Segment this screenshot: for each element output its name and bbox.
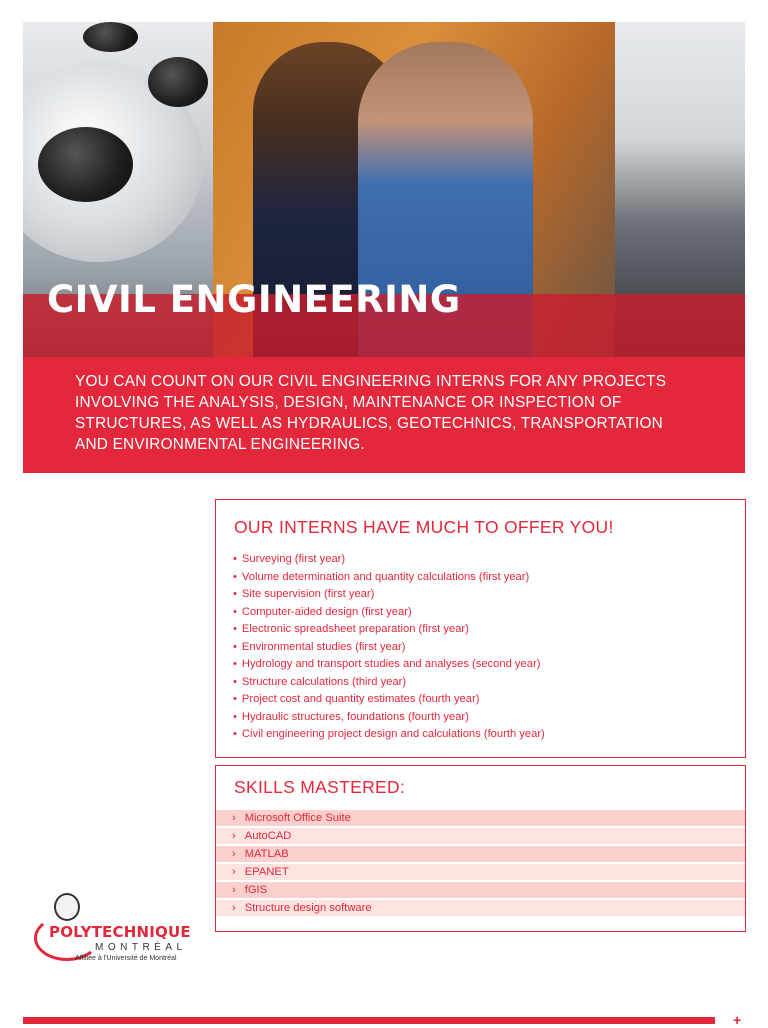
list-item: • Computer-aided design (first year): [233, 604, 545, 622]
list-item: • Hydrology and transport studies and analyses (second year): [233, 656, 545, 674]
logo-city: MONTRÉAL: [95, 942, 187, 953]
offer-heading: OUR INTERNS HAVE MUCH TO OFFER YOU!: [234, 517, 614, 537]
offer-list: [233, 551, 545, 744]
skill-item: › fGIS: [216, 882, 745, 898]
skill-item: › Structure design software: [216, 900, 745, 916]
logo-name: POLYTECHNIQUE: [49, 923, 191, 941]
list-item: • Surveying (first year): [233, 551, 545, 569]
skills-box: [215, 765, 746, 932]
skill-item: › Microsoft Office Suite: [216, 810, 745, 826]
plus-mark-top: +: [27, 452, 36, 468]
list-item: • Electronic spreadsheet preparation (first year): [233, 621, 545, 639]
skill-item: › MATLAB: [216, 846, 745, 862]
skill-item: › EPANET: [216, 864, 745, 880]
list-item: • Site supervision (first year): [233, 586, 545, 604]
list-item: • Civil engineering project design and calculations (fourth year): [233, 726, 545, 744]
list-item: • Project cost and quantity estimates (fourth year): [233, 691, 545, 709]
intro-text: YOU CAN COUNT ON OUR CIVIL ENGINEERING INTERNS FOR ANY PROJECTS INVOLVING THE ANALYSIS, DESIGN, MAINTENANCE OR INSPECTION OF STRUCTURES, AS WELL AS HYDRAULICS, GEOTECHNICS, TRANSPORTATION AND ENVIRONMENTAL ENGINEERING.: [75, 373, 667, 453]
list-item: • Hydraulic structures, foundations (fourth year): [233, 709, 545, 727]
intro-banner: [23, 357, 745, 473]
bottom-bar: [23, 1017, 715, 1024]
offer-box: [215, 499, 746, 758]
polytechnique-logo: [34, 893, 199, 968]
page-title: CIVIL ENGINEERING: [47, 278, 461, 321]
logo-affiliation: Affiliée à l'Université de Montréal: [75, 955, 177, 962]
list-item: • Environmental studies (first year): [233, 639, 545, 657]
plus-mark-bottom: +: [733, 1012, 742, 1028]
skills-heading: SKILLS MASTERED:: [234, 777, 406, 797]
skill-item: › AutoCAD: [216, 828, 745, 844]
skills-list: [216, 810, 745, 918]
list-item: • Volume determination and quantity calculations (first year): [233, 569, 545, 587]
list-item: • Structure calculations (third year): [233, 674, 545, 692]
